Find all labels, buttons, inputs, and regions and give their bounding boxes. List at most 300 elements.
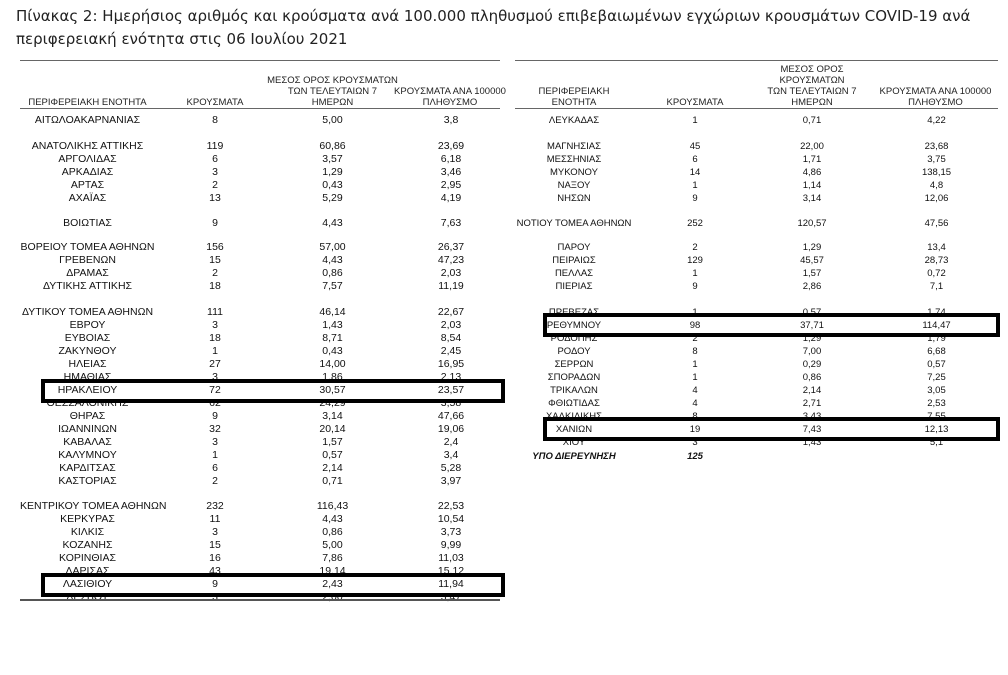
cell-cases: 3 [212,371,218,383]
cell-cases: 232 [206,500,224,512]
header-avg7-line3: ΗΜΕΡΩΝ [791,97,833,108]
table-row [515,280,998,293]
cell-per100k: 11,94 [438,578,464,590]
cell-avg7: 1,29 [802,333,822,344]
cell-unit: ΡΟΔΟΠΗΣ [550,333,598,344]
cell-cases: 43 [209,565,221,577]
cell-per100k: 5,28 [440,462,462,474]
cell-avg7: 14,00 [319,358,346,370]
cell-avg7: 7,43 [802,424,822,435]
table-row [20,462,500,475]
cell-unit: ΤΡΙΚΑΛΩΝ [550,385,598,396]
cell-per100k: 13,4 [927,242,946,253]
cell-avg7: 120,57 [797,218,827,229]
table-right [515,58,998,602]
table-row [20,179,500,192]
table-row [20,397,500,410]
table-row [515,241,998,254]
cell-cases: 19 [689,424,701,435]
cell-cases: 119 [206,140,224,152]
cell-cases: 1 [692,268,698,279]
cell-cases: 2 [212,267,218,279]
cell-cases: 9 [212,410,218,422]
cell-avg7: 37,71 [800,320,824,331]
header-per100k [873,70,998,108]
header-avg7-line1: ΜΕΣΟΣ ΟΡΟΣ ΚΡΟΥΣΜΑΤΩΝ [779,64,845,86]
cell-cases: 2 [692,242,698,253]
cell-unit: ΔΥΤΙΚΟΥ ΤΟΜΕΑ ΑΘΗΝΩΝ [21,306,154,318]
cell-cases: 72 [209,384,221,396]
table-row [20,166,500,179]
cell-per100k: 22,67 [437,306,465,318]
cell-cases: 6 [212,153,218,165]
cell-unit: ΦΘΙΩΤΙΔΑΣ [548,398,600,409]
cell-cases: 1 [692,180,698,191]
cell-per100k: 12,13 [924,424,949,435]
table-row [515,410,998,423]
cell-per100k: 0,57 [927,359,946,370]
table-row [20,526,500,539]
cell-per100k: 3,05 [927,385,946,396]
cell-per100k: 15,12 [437,565,465,577]
cell-unit: ΠΑΡΟΥ [557,242,591,253]
cell-avg7: 3,57 [322,153,343,165]
cell-per100k: 138,15 [921,167,952,178]
header-per100k-line2: ΠΛΗΘΥΣΜΟ [908,97,963,108]
cell-per100k: 12,06 [924,193,949,204]
cell-per100k: 4,19 [440,192,462,204]
header-avg7-line2: ΤΩΝ ΤΕΛΕΥΤΑΙΩΝ 7 [287,86,378,97]
header-unit [515,70,633,108]
table-row [515,217,998,230]
cell-unit: ΒΟΙΩΤΙΑΣ [63,217,112,229]
cell-avg7: 46,14 [319,306,346,318]
cell-cases: 9 [692,281,698,292]
cell-cases: 1 [212,449,218,461]
table-row [515,140,998,153]
table-row [515,114,998,127]
cell-unit: ΛΕΣΒΟΥ [66,591,109,603]
cell-unit: ΔΡΑΜΑΣ [66,267,109,279]
header-avg7 [747,64,877,108]
cell-avg7: 5,29 [322,192,343,204]
cell-per100k: 3,46 [440,166,462,178]
cell-avg7: 2,14 [322,462,343,474]
cell-unit: ΘΕΣΣΑΛΟΝΙΚΗΣ [46,397,129,409]
cell-unit: ΜΥΚΟΝΟΥ [550,167,598,178]
cell-unit: ΚΕΝΤΡΙΚΟΥ ΤΟΜΕΑ ΑΘΗΝΩΝ [20,500,167,512]
cell-per100k: 114,47 [922,320,951,331]
header-avg7-line3: ΗΜΕΡΩΝ [311,97,354,108]
cell-unit: ΝΟΤΙΟΥ ΤΟΜΕΑ ΑΘΗΝΩΝ [516,218,632,229]
table-row [20,500,500,513]
table-row [20,423,500,436]
cell-cases: 1 [692,359,698,370]
cell-avg7: 1,29 [322,166,343,178]
cell-per100k: 2,45 [440,345,462,357]
cell-unit: ΛΑΡΙΣΑΣ [65,565,110,577]
cell-unit: ΚΙΛΚΙΣ [70,526,105,538]
cell-unit: ΑΝΑΤΟΛΙΚΗΣ ΑΤΤΙΚΗΣ [31,140,144,152]
table-row [20,217,500,230]
table-row [20,280,500,293]
cell-per100k: 47,23 [437,254,465,266]
table-row [515,267,998,280]
table-row [515,192,998,205]
table-row [20,539,500,552]
cell-avg7: 1,57 [802,268,822,279]
table-row [20,153,500,166]
cell-avg7: 0,29 [802,359,822,370]
cell-cases: 125 [687,451,703,462]
cell-per100k: 1,79 [927,333,946,344]
cell-avg7: 2,86 [802,281,822,292]
table-caption: Πίνακας 2: Ημερήσιος αριθμός και κρούσματα ανά 100.000 πληθυσμού επιβεβαιωμένων εγχώριων κρουσμάτων COVID-19 ανά περιφερειακή ενότητα στις 06 Ιουλίου 2021 [16,7,971,48]
cell-avg7: 8,71 [322,332,343,344]
cell-avg7: 45,57 [800,255,824,266]
cell-per100k: 3,8 [443,114,459,126]
table-row [20,513,500,526]
cell-unit: ΚΑΛΥΜΝΟΥ [58,449,117,461]
cell-unit: ΗΡΑΚΛΕΙΟΥ [57,384,118,396]
cell-per100k: 22,53 [437,500,465,512]
table-row [515,358,998,371]
table-row [20,578,500,591]
cell-per100k: 23,57 [437,384,465,396]
cell-cases: 9 [692,193,698,204]
cell-per100k: 2,03 [440,319,462,331]
table-row [515,423,998,436]
cell-cases: 1 [692,372,698,383]
table-row [20,306,500,319]
table-row [20,241,500,254]
cell-per100k: 11,03 [438,552,464,564]
header-avg7-line1: ΜΕΣΟΣ ΟΡΟΣ ΚΡΟΥΣΜΑΤΩΝ [267,75,398,86]
cell-per100k: 47,66 [437,410,465,422]
cell-per100k: 4,22 [927,115,946,126]
table-row [20,436,500,449]
cell-cases: 6 [212,462,218,474]
cell-avg7: 7,57 [322,280,343,292]
cell-unit: ΘΗΡΑΣ [69,410,106,422]
cell-avg7: 5,00 [322,114,343,126]
cell-cases: 4 [692,398,698,409]
cell-avg7: 7,00 [802,346,822,357]
cell-cases: 3 [212,166,218,178]
cell-per100k: 26,37 [437,241,465,253]
cell-cases: 8 [692,346,698,357]
cell-avg7: 1,29 [802,242,822,253]
cell-per100k: 23,68 [924,141,949,152]
cell-cases: 3 [692,437,698,448]
cell-avg7: 0,86 [802,372,822,383]
table-row [515,450,998,463]
cell-cases: 98 [689,320,701,331]
header-unit-label: ΠΕΡΙΦΕΡΕΙΑΚΗ ΕΝΟΤΗΤΑ [538,86,610,108]
table-row [20,410,500,423]
cell-unit: ΚΑΣΤΟΡΙΑΣ [58,475,117,487]
table-row [20,319,500,332]
cell-unit: ΕΒΡΟΥ [69,319,106,331]
table-row [515,319,998,332]
cell-avg7: 4,86 [802,167,822,178]
cell-unit: ΓΡΕΒΕΝΩΝ [59,254,116,266]
cell-per100k: 3,47 [440,591,462,603]
cell-cases: 8 [692,411,698,422]
cell-unit: ΥΠΟ ΔΙΕΡΕΥΝΗΣΗ [532,451,616,462]
cell-avg7: 5,00 [322,539,343,551]
cell-cases: 2 [212,179,218,191]
cell-avg7: 4,43 [322,513,343,525]
cell-cases: 15 [209,254,221,266]
cell-per100k: 3,4 [443,449,459,461]
cell-per100k: 16,95 [437,358,465,370]
cell-avg7: 2,71 [802,398,822,409]
cell-cases: 18 [209,280,221,292]
cell-per100k: 2,13 [440,371,462,383]
cell-per100k: 4,8 [929,180,944,191]
table-row [20,565,500,578]
cell-avg7: 7,86 [322,552,343,564]
table-row [20,140,500,153]
cell-cases: 16 [209,552,221,564]
table-row [515,371,998,384]
header-cases [170,70,260,108]
cell-avg7: 0,86 [322,526,343,538]
cell-cases: 1 [692,115,698,126]
cell-per100k: 3,75 [927,154,946,165]
table-row [515,332,998,345]
cell-per100k: 6,18 [440,153,462,165]
cell-per100k: 10,54 [437,513,465,525]
cell-cases: 45 [689,141,701,152]
cell-cases: 62 [209,397,221,409]
cell-cases: 13 [209,192,221,204]
cell-unit: ΑΡΚΑΔΙΑΣ [61,166,114,178]
cell-avg7: 1,86 [322,371,343,383]
cell-unit: ΛΑΣΙΘΙΟΥ [62,578,113,590]
cell-avg7: 0,71 [802,115,822,126]
cell-unit: ΛΕΥΚΑΔΑΣ [548,115,600,126]
cell-cases: 3 [212,526,218,538]
cell-unit: ΡΟΔΟΥ [557,346,591,357]
cell-unit: ΗΜΑΘΙΑΣ [63,371,112,383]
table-row [515,179,998,192]
cell-avg7: 0,57 [802,307,822,318]
cell-per100k: 6,68 [927,346,946,357]
cell-avg7: 1,14 [802,180,822,191]
table-row [515,436,998,449]
cell-avg7: 0,71 [322,475,343,487]
table-row [515,345,998,358]
table-row [20,449,500,462]
cell-unit: ΚΑΒΑΛΑΣ [63,436,112,448]
cell-avg7: 3,43 [802,411,822,422]
table-row [20,371,500,384]
header-rule [20,108,500,109]
cell-avg7: 2,14 [802,385,822,396]
cell-avg7: 24,29 [319,397,346,409]
cell-per100k: 9,99 [440,539,462,551]
cell-per100k: 1,74 [927,307,946,318]
cell-unit: ΒΟΡΕΙΟΥ ΤΟΜΕΑ ΑΘΗΝΩΝ [20,241,155,253]
cell-avg7: 60,86 [319,140,346,152]
cell-per100k: 3,58 [440,397,462,409]
table-row [20,358,500,371]
cell-cases: 11 [209,513,221,525]
cell-per100k: 2,03 [440,267,462,279]
table-row [515,254,998,267]
cell-cases: 111 [207,306,223,318]
cell-per100k: 2,4 [443,436,459,448]
cell-unit: ΧΑΛΚΙΔΙΚΗΣ [545,411,603,422]
cell-cases: 14 [689,167,701,178]
cell-unit: ΑΙΤΩΛΟΑΚΑΡΝΑΝΙΑΣ [34,114,141,126]
cell-cases: 2 [692,333,698,344]
cell-unit: ΠΕΙΡΑΙΩΣ [552,255,596,266]
cell-per100k: 7,63 [440,217,462,229]
cell-cases: 1 [692,307,698,318]
cell-per100k: 2,95 [440,179,462,191]
cell-per100k: 3,73 [440,526,462,538]
cell-cases: 252 [687,218,703,229]
cell-avg7: 1,43 [802,437,822,448]
table-row [515,384,998,397]
cell-avg7: 1,71 [802,154,822,165]
cell-per100k: 7,55 [927,411,946,422]
cell-per100k: 5,1 [929,437,944,448]
header-cases [650,70,740,108]
cell-avg7: 57,00 [319,241,346,253]
header-cases-label: ΚΡΟΥΣΜΑΤΑ [186,97,244,108]
cell-unit: ΕΥΒΟΙΑΣ [64,332,111,344]
cell-unit: ΚΑΡΔΙΤΣΑΣ [59,462,116,474]
table-row [515,153,998,166]
cell-per100k: 11,19 [438,280,464,292]
header-cases-label: ΚΡΟΥΣΜΑΤΑ [666,97,724,108]
cell-unit: ΠΙΕΡΙΑΣ [555,281,593,292]
cell-per100k: 7,1 [929,281,944,292]
cell-per100k: 19,06 [437,423,465,435]
cell-cases: 6 [692,154,698,165]
table-row [20,332,500,345]
cell-unit: ΙΩΑΝΝΙΝΩΝ [58,423,117,435]
cell-per100k: 3,97 [440,475,462,487]
cell-unit: ΚΟΖΑΝΗΣ [62,539,113,551]
cell-avg7: 0,43 [322,345,343,357]
header-unit-label: ΠΕΡΙΦΕΡΕΙΑΚΗ ΕΝΟΤΗΤΑ [28,97,147,108]
cell-cases: 9 [212,217,218,229]
cell-avg7: 3,14 [322,410,343,422]
cell-unit: ΚΕΡΚΥΡΑΣ [60,513,115,525]
cell-cases: 3 [212,591,218,603]
table-row [515,306,998,319]
table-top-rule [20,60,500,61]
table-top-rule [515,60,998,61]
cell-cases: 27 [209,358,221,370]
cell-per100k: 0,72 [927,268,946,279]
cell-unit: ΝΗΣΩΝ [557,193,591,204]
table-row [20,114,500,127]
cell-cases: 32 [209,423,221,435]
cell-avg7: 0,86 [322,267,343,279]
cell-cases: 8 [212,114,218,126]
header-per100k [390,70,510,108]
cell-unit: ΧΙΟΥ [562,437,586,448]
cell-avg7: 20,14 [319,423,346,435]
table-bottom-rule [20,599,500,601]
cell-per100k: 28,73 [924,255,949,266]
cell-unit: ΔΥΤΙΚΗΣ ΑΤΤΙΚΗΣ [42,280,133,292]
table-row [20,384,500,397]
cell-avg7: 30,57 [319,384,346,396]
cell-cases: 156 [206,241,224,253]
cell-cases: 15 [209,539,221,551]
cell-cases: 9 [212,578,218,590]
cell-avg7: 19,14 [319,565,346,577]
cell-unit: ΣΕΡΡΩΝ [554,359,594,370]
cell-avg7: 116,43 [316,500,349,512]
table-row [20,254,500,267]
cell-unit: ΚΟΡΙΝΘΙΑΣ [59,552,116,564]
cell-unit: ΝΑΞΟΥ [557,180,591,191]
cell-per100k: 8,54 [440,332,462,344]
cell-avg7: 4,43 [322,254,343,266]
cell-unit: ΗΛΕΙΑΣ [68,358,107,370]
header-avg7 [265,70,400,108]
header-rule [515,108,998,109]
cell-cases: 3 [212,436,218,448]
header-per100k-line1: ΚΡΟΥΣΜΑΤΑ ΑΝΑ 100000 [394,86,506,97]
table-row [20,345,500,358]
cell-cases: 4 [692,385,698,396]
cell-unit: ΖΑΚΥΝΘΟΥ [58,345,117,357]
cell-unit: ΡΕΘΥΜΝΟΥ [546,320,602,331]
cell-cases: 2 [212,475,218,487]
cell-avg7: 1,43 [322,319,343,331]
cell-cases: 129 [687,255,703,266]
table-row [20,192,500,205]
table-row [20,552,500,565]
header-per100k-line1: ΚΡΟΥΣΜΑΤΑ ΑΝΑ 100000 [879,86,992,97]
cell-cases: 3 [212,319,218,331]
cell-avg7: 2,43 [322,578,343,590]
table-row [20,475,500,488]
cell-avg7: 3,14 [802,193,822,204]
cell-cases: 1 [212,345,218,357]
cell-avg7: 2,00 [322,591,343,603]
cell-unit: ΑΡΤΑΣ [70,179,105,191]
cell-unit: ΜΑΓΝΗΣΙΑΣ [547,141,601,152]
cell-unit: ΑΡΓΟΛΙΔΑΣ [58,153,117,165]
cell-avg7: 0,43 [322,179,343,191]
cell-unit: ΣΠΟΡΑΔΩΝ [547,372,601,383]
cell-per100k: 23,69 [437,140,465,152]
cell-unit: ΠΡΕΒΕΖΑΣ [548,307,600,318]
cell-cases: 18 [209,332,221,344]
cell-avg7: 1,57 [322,436,343,448]
cell-unit: ΜΕΣΣΗΝΙΑΣ [546,154,602,165]
cell-per100k: 2,53 [927,398,946,409]
header-avg7-line2: ΤΩΝ ΤΕΛΕΥΤΑΙΩΝ 7 [767,86,857,97]
table-row [20,267,500,280]
table-row [515,166,998,179]
table-row [515,397,998,410]
cell-per100k: 7,25 [927,372,946,383]
table-row [20,591,500,604]
cell-avg7: 4,43 [322,217,343,229]
cell-avg7: 0,57 [322,449,343,461]
